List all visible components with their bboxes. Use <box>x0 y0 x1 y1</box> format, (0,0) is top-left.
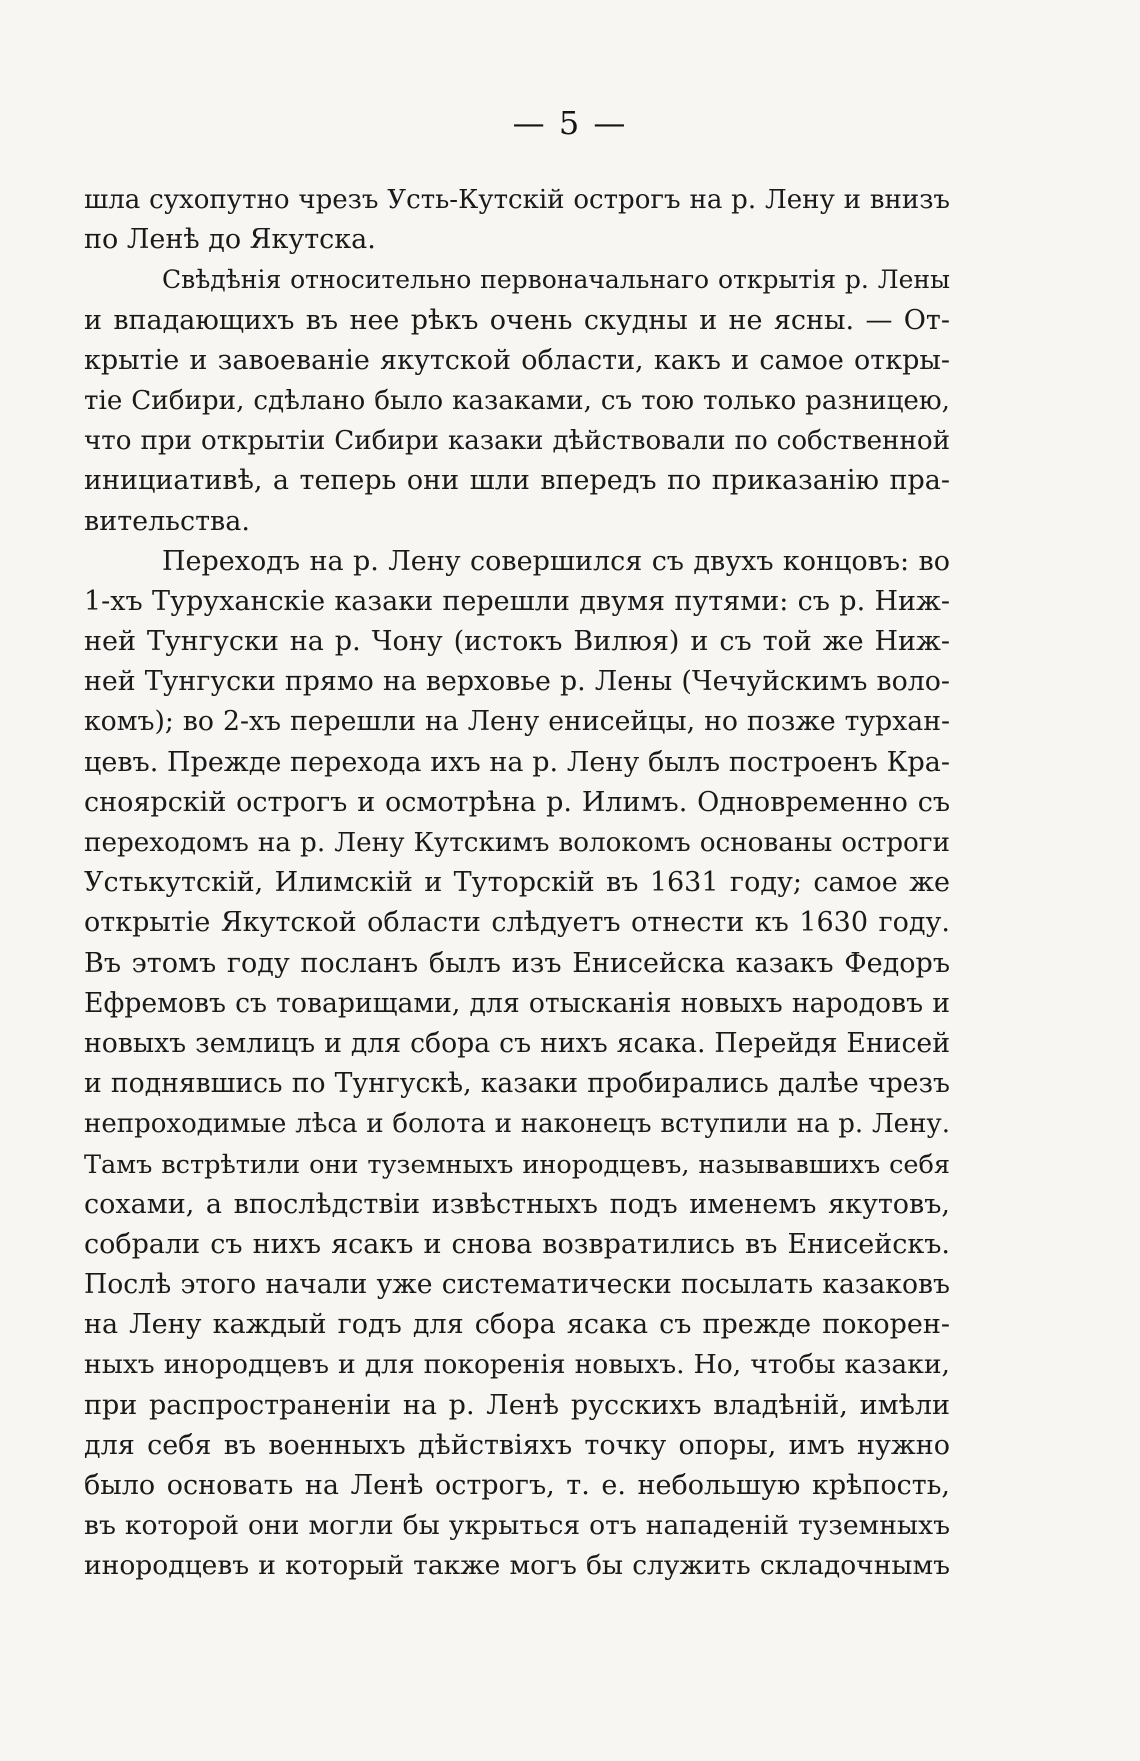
paragraph-start-line: Переходъ на р. Лену совершился съ двухъ концовъ: во <box>162 545 950 577</box>
text-line: Тамъ встрѣтили они туземныхъ инородцевъ, называвшихъ себя <box>84 1149 950 1180</box>
text-line: инородцевъ и который также могъ бы служить складочнымъ <box>84 1550 950 1582</box>
text-line: открытiе Якутской области слѣдуетъ отнести къ 1630 году. <box>84 907 950 939</box>
text-line: ней Тунгуски прямо на верховье р. Лены (Чечуйскимъ воло- <box>84 666 950 698</box>
text-line: сноярскiй острогъ и осмотрѣна р. Илимъ. Одновременно съ <box>84 786 950 818</box>
body-text <box>84 180 950 1587</box>
text-line: крытiе и завоеванiе якутской области, какъ и самое откры- <box>84 344 950 376</box>
text-line: Въ этомъ году посланъ былъ изъ Енисейска казакъ Федоръ <box>84 947 950 979</box>
text-line: цевъ. Прежде перехода ихъ на р. Лену былъ построенъ Кра- <box>84 746 950 778</box>
text-line: ныхъ инородцевъ и для покоренiя новыхъ. Но, чтобы казаки, <box>84 1349 950 1381</box>
page-number: — 5 — <box>512 104 628 142</box>
text-line: шла сухопутно чрезъ Усть-Кутскiй острогъ на р. Лену и внизъ <box>84 185 950 215</box>
text-line: собрали съ нихъ ясакъ и снова возвратились въ Енисейскъ. <box>84 1228 950 1260</box>
text-line: вительства. <box>84 505 250 537</box>
text-line: при распространенiи на р. Ленѣ русскихъ владѣнiй, имѣли <box>84 1389 950 1421</box>
text-line: переходомъ на р. Лену Кутскимъ волокомъ основаны остроги <box>84 828 950 858</box>
text-line: ней Тунгуски на р. Чону (истокъ Вилюя) и съ той же Ниж- <box>84 626 950 658</box>
text-line: инициативѣ, а теперь они шли впередъ по приказанiю пра- <box>84 465 950 497</box>
text-line: на Лену каждый годъ для сбора ясака съ прежде покорен- <box>84 1309 950 1341</box>
text-line: 1-хъ Туруханскiе казаки перешли двумя путями: съ р. Ниж- <box>84 585 950 617</box>
text-line: тiе Сибири, сдѣлано было казаками, съ тою только разницею, <box>84 385 950 416</box>
text-line: и поднявшись по Тунгускѣ, казаки пробирались далѣе чрезъ <box>84 1068 950 1100</box>
text-line: новыхъ землицъ и для сбора съ нихъ ясака. Перейдя Енисей <box>84 1027 950 1059</box>
text-line: и впадающихъ въ нее рѣкъ очень скудны и не ясны. — От- <box>84 304 950 336</box>
text-line: Ефремовъ съ товарищами, для отысканiя новыхъ народовъ и <box>84 987 950 1019</box>
text-line: комъ); во 2-хъ перешли на Лену енисейцы, но позже турхан- <box>84 706 950 738</box>
text-line: Устькутскiй, Илимскiй и Туторскiй въ 1631 году; самое же <box>84 867 950 899</box>
text-line: Послѣ этого начали уже систематически посылать казаковъ <box>84 1269 950 1301</box>
text-line: въ которой они могли бы укрыться отъ нападенiй туземныхъ <box>84 1510 950 1542</box>
text-line: для себя въ военныхъ дѣйствiяхъ точку опоры, имъ нужно <box>84 1429 950 1461</box>
text-line: по Ленѣ до Якутска. <box>84 224 376 256</box>
text-line: непроходимые лѣса и болота и наконецъ вступили на р. Лену. <box>84 1109 950 1140</box>
text-line: было основать на Ленѣ острогъ, т. е. небольшую крѣпость, <box>84 1470 950 1501</box>
text-line: сохами, а впослѣдствiи извѣстныхъ подъ именемъ якутовъ, <box>84 1188 950 1220</box>
text-line: что при открытiи Сибири казаки дѣйствовали по собственной <box>84 426 950 457</box>
paragraph-start-line: Свѣдѣнiя относительно первоначальнаго открытiя р. Лены <box>162 265 950 295</box>
